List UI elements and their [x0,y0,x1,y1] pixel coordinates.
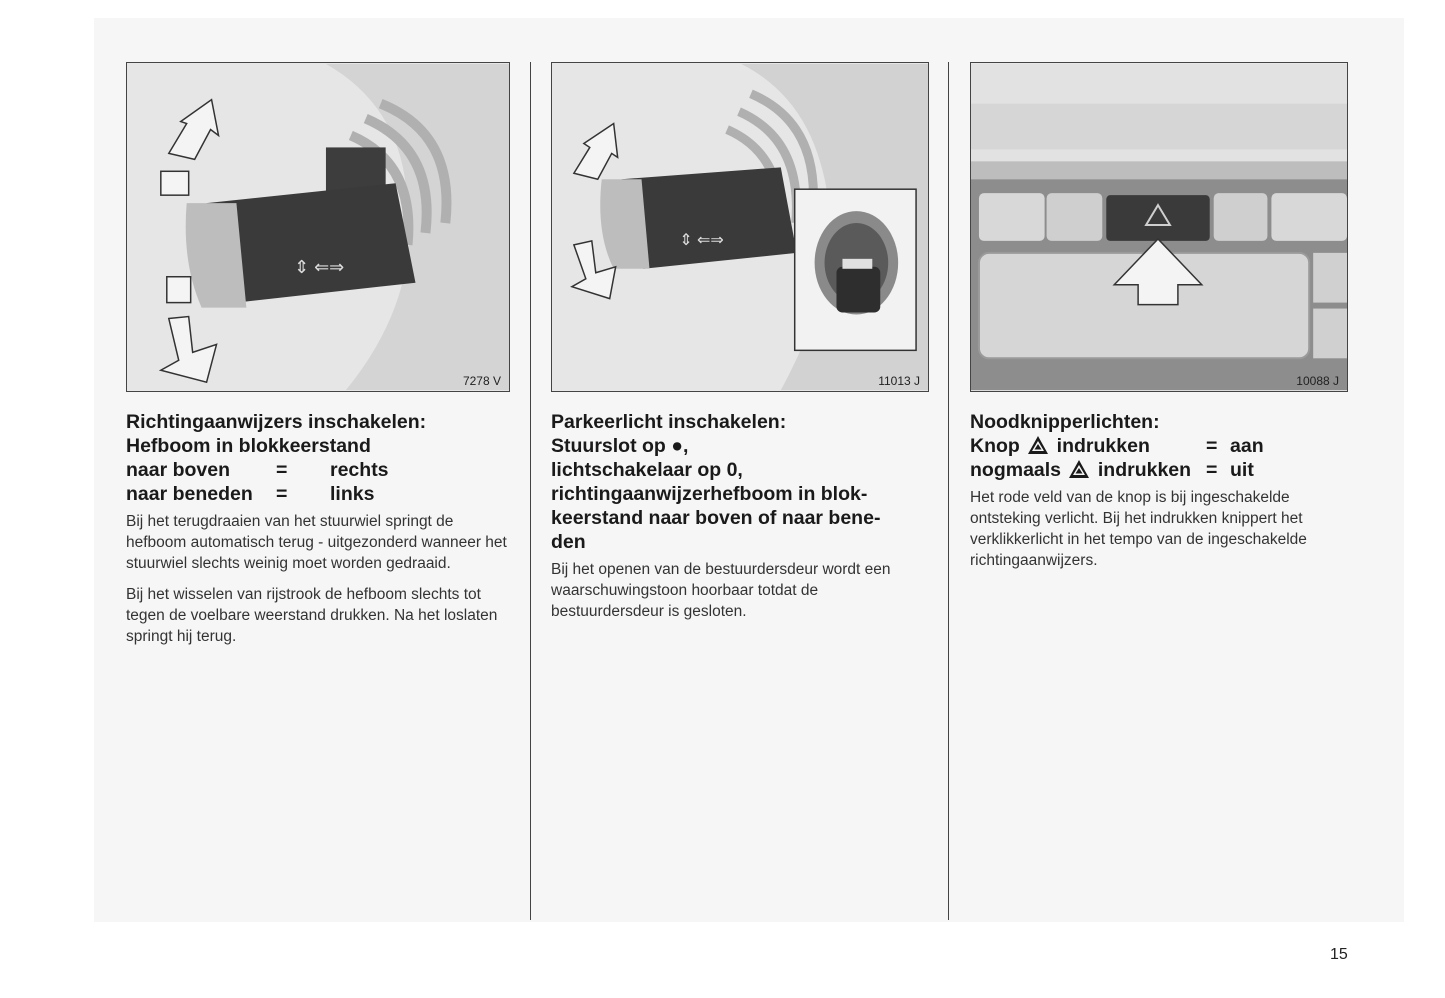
column-turn-signals [126,62,510,657]
section-body [126,511,510,647]
section-body [551,559,929,622]
direction-row-down [126,482,510,506]
paragraph: Het rode veld van de knop is bij ingeschakelde ontsteking verlicht. Bij het indrukken knippert het verklikkerlicht in het tempo van de ingeschakelde richtingaanwijzers. [970,489,1307,569]
equals-sign: = [276,459,288,481]
figure-code: 11013 J [878,374,920,388]
hazard-row-off [970,458,1348,482]
direction-value: rechts [330,459,389,481]
hazard-row-value: aan [1230,435,1264,457]
turn-signal-lever-illustration [127,63,509,391]
heading-line: richtingaanwijzerhefboom in blok- [551,483,868,505]
figure-code: 7278 V [462,374,501,388]
heading-line: Parkeerlicht inschakelen: [551,411,787,433]
heading-line: Noodknipperlichten: [970,411,1160,433]
figure-parking-light [551,62,929,392]
svg-text:⇕ ⇐⇒: ⇕ ⇐⇒ [679,231,724,249]
paragraph: Bij het wisselen van rijstrook de hefboom slechts tot tegen de voelbare weerstand drukken. Na het loslaten springt hij terug. [126,586,498,645]
hazard-switch-dashboard-illustration [971,63,1347,391]
paragraph: Bij het terugdraaien van het stuurwiel springt de hefboom automatisch terug - uitgezonderd wanneer het stuurwiel slechts weinig moet worden gedraaid. [126,513,507,572]
svg-text:⇕ ⇐⇒: ⇕ ⇐⇒ [294,256,345,277]
hazard-triangle-icon [1027,435,1049,455]
heading-line: keerstand naar boven of naar bene- [551,507,881,529]
section-heading [970,410,1348,482]
hazard-row-action: indrukken [1056,435,1150,457]
figure-code: 10088 J [1296,374,1339,388]
section-body [970,487,1348,571]
heading-line: Richtingaanwijzers inschakelen: [126,411,427,433]
heading-line: Hefboom in blokkeerstand [126,435,371,457]
equals-sign: = [276,483,288,505]
column-divider [948,62,949,920]
section-heading [551,410,929,554]
hazard-row-value: uit [1230,459,1254,481]
figure-turn-signal-lever [126,62,510,392]
ignition-lock-illustration [552,63,928,391]
section-heading [126,410,510,506]
column-hazard-lights [970,62,1348,581]
direction-row-up [126,458,510,482]
equals-sign: = [1206,459,1218,481]
heading-line: den [551,531,586,553]
hazard-triangle-icon [1068,459,1090,479]
paragraph: Bij het openen van de bestuurdersdeur wordt een waarschuwingstoon hoorbaar totdat de bestuurdersdeur is gesloten. [551,561,891,620]
hazard-row-on [970,434,1348,458]
direction-value: links [330,483,375,505]
hazard-row-action: indrukken [1097,459,1192,481]
direction-label: naar boven [126,459,231,481]
equals-sign: = [1206,435,1218,457]
heading-line: Stuurslot op ●, [551,435,689,457]
page-number: 15 [1330,946,1348,963]
heading-line: lichtschakelaar op 0, [551,459,743,481]
hazard-row-label: nogmaals [970,459,1062,481]
figure-hazard-switch [970,62,1348,392]
column-divider [530,62,531,920]
direction-label: naar beneden [126,483,253,505]
hazard-row-label: Knop [970,435,1020,457]
column-parking-light [551,62,929,632]
